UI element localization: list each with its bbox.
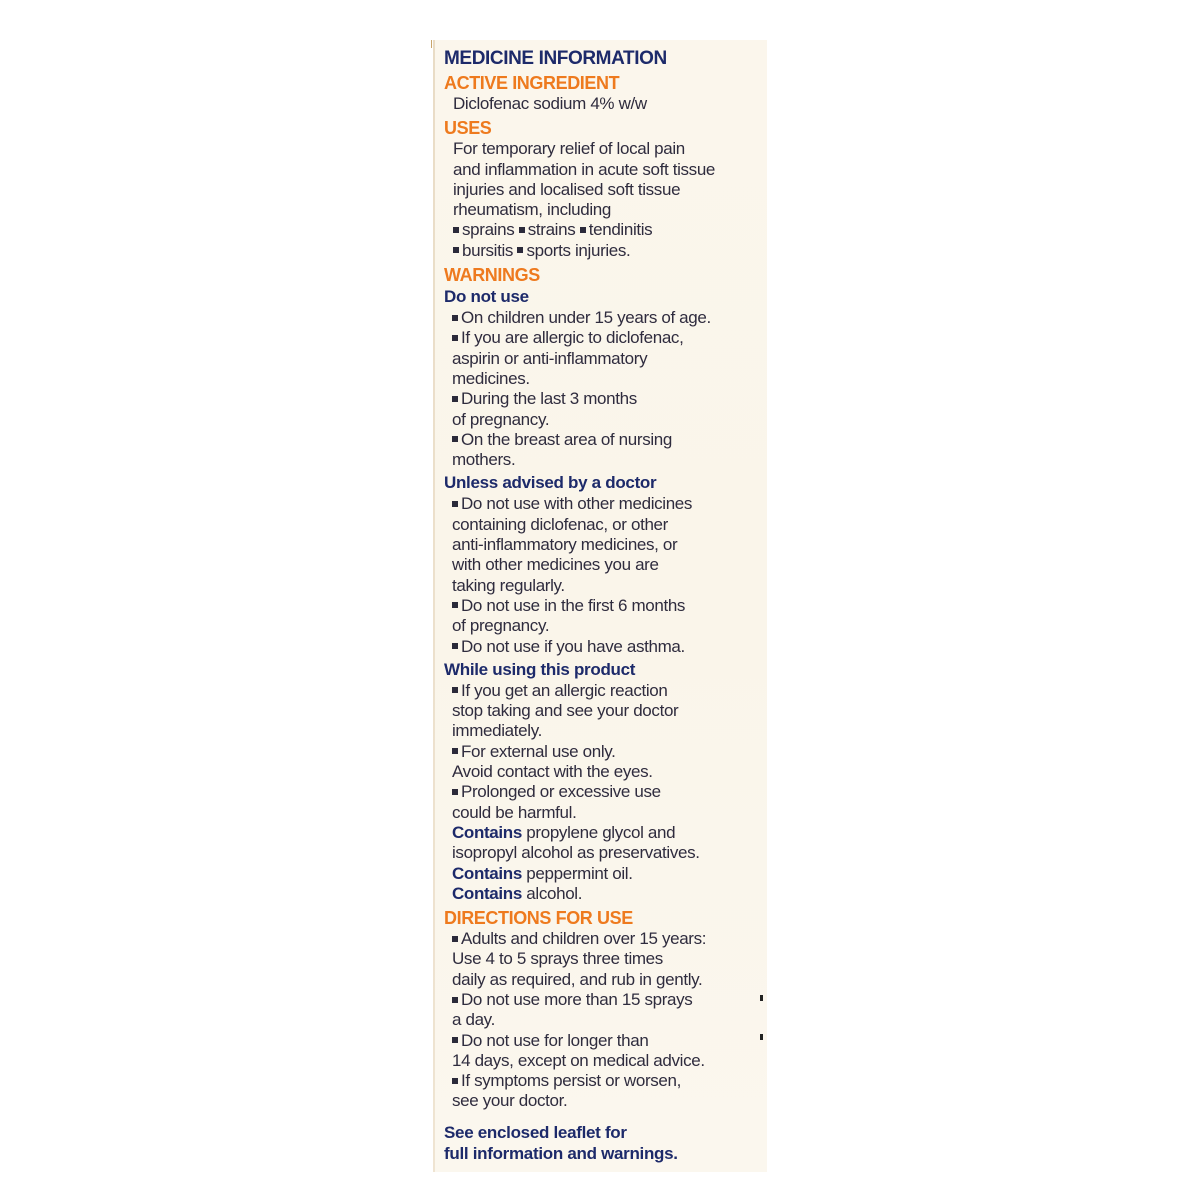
panel-edge-mark xyxy=(431,40,432,48)
contains-line: Contains propylene glycol and xyxy=(452,822,676,842)
uses-bullet-row xyxy=(453,220,767,240)
uses-bullet-row xyxy=(453,241,767,261)
list-item: Do not use more than 15 sprays xyxy=(452,990,767,1010)
list-item: Do not use if you have asthma. xyxy=(452,637,767,657)
list-item-continued: a day. xyxy=(452,1010,495,1030)
bullet-icon xyxy=(453,247,459,253)
contains-label: Contains xyxy=(452,883,522,903)
list-item: Do not use for longer than xyxy=(452,1031,767,1051)
list-item: On the breast area of nursing xyxy=(452,430,767,450)
bullet-icon xyxy=(452,789,458,795)
bullet-icon xyxy=(452,602,458,608)
list-item-continued: of pregnancy. xyxy=(452,616,550,636)
bullet-icon xyxy=(580,227,586,233)
list-item: If you are allergic to diclofenac, xyxy=(452,328,767,348)
list-item: On children under 15 years of age. xyxy=(452,308,767,328)
bullet-icon xyxy=(453,227,459,233)
active-ingredient-text: Diclofenac sodium 4% w/w xyxy=(453,94,647,113)
list-item: During the last 3 months xyxy=(452,389,767,409)
bullet-icon xyxy=(452,315,458,321)
directions-list xyxy=(452,929,767,1112)
list-item: If you get an allergic reaction xyxy=(452,681,767,701)
list-item-continued: daily as required, and rub in gently. xyxy=(452,969,703,989)
list-item-continued: see your doctor. xyxy=(452,1091,568,1111)
uses-bullet-item: bursitis xyxy=(462,240,514,260)
uses-bullet-item: tendinitis xyxy=(588,220,653,240)
list-item: Do not use in the first 6 months xyxy=(452,596,767,616)
list-item-continued: containing diclofenac, or other xyxy=(452,514,668,534)
uses-line: and inflammation in acute soft tissue xyxy=(453,159,716,179)
list-item-continued: could be harmful. xyxy=(452,802,577,822)
while-using-list xyxy=(452,681,767,904)
bullet-icon xyxy=(452,687,458,693)
edge-tick-mark xyxy=(760,995,763,1001)
contains-line: Contains peppermint oil. xyxy=(452,863,633,883)
uses-bullet-item: sprains xyxy=(462,220,515,240)
bullet-icon xyxy=(452,501,458,507)
bullet-icon xyxy=(452,936,458,942)
list-item-continued: Avoid contact with the eyes. xyxy=(452,762,653,782)
uses-line: rheumatism, including xyxy=(453,200,612,220)
bullet-icon xyxy=(517,247,523,253)
list-item: Prolonged or excessive use xyxy=(452,782,767,802)
do-not-use-heading: Do not use xyxy=(444,287,529,307)
list-item-continued: aspirin or anti-inflammatory xyxy=(452,348,648,368)
unless-advised-heading: Unless advised by a doctor xyxy=(444,473,657,493)
uses-bullet-item: sports injuries. xyxy=(526,240,631,260)
contains-line: Contains alcohol. xyxy=(452,883,583,903)
contains-label: Contains xyxy=(452,822,522,842)
footer-note xyxy=(444,1122,767,1164)
list-item-continued: stop taking and see your doctor xyxy=(452,701,679,721)
list-item: Do not use with other medicines xyxy=(452,494,767,514)
bullet-icon xyxy=(452,436,458,442)
bullet-icon xyxy=(452,997,458,1003)
list-item-continued: Use 4 to 5 sprays three times xyxy=(452,949,663,969)
uses-bullet-item: strains xyxy=(527,220,576,240)
list-item: For external use only. xyxy=(452,742,767,762)
unless-advised-list xyxy=(452,494,767,656)
uses-line: injuries and localised soft tissue xyxy=(453,179,681,199)
directions-heading: DIRECTIONS FOR USE xyxy=(444,908,633,929)
bullet-icon xyxy=(519,227,525,233)
list-item-continued: immediately. xyxy=(452,721,542,741)
do-not-use-list xyxy=(452,308,767,470)
warnings-heading: WARNINGS xyxy=(444,265,540,286)
contains-label: Contains xyxy=(452,863,522,883)
medicine-info-panel xyxy=(433,40,767,1172)
list-item-continued: 14 days, except on medical advice. xyxy=(452,1050,705,1070)
list-item-continued: medicines. xyxy=(452,368,530,388)
list-item: Adults and children over 15 years: xyxy=(452,929,767,949)
bullet-icon xyxy=(452,643,458,649)
list-item-continued: of pregnancy. xyxy=(452,409,550,429)
while-using-heading: While using this product xyxy=(444,659,636,679)
list-item: If symptoms persist or worsen, xyxy=(452,1071,767,1091)
bullet-icon xyxy=(452,748,458,754)
list-item-continued: taking regularly. xyxy=(452,575,565,595)
footer-line: full information and warnings. xyxy=(444,1143,678,1163)
list-item-continued: anti-inflammatory medicines, or xyxy=(452,535,678,555)
edge-tick-mark xyxy=(760,1034,763,1040)
bullet-icon xyxy=(452,396,458,402)
contains-line-continued: isopropyl alcohol as preservatives. xyxy=(452,843,700,863)
active-ingredient-heading: ACTIVE INGREDIENT xyxy=(444,73,620,93)
bullet-icon xyxy=(452,1037,458,1043)
uses-line: For temporary relief of local pain xyxy=(453,139,685,159)
list-item-continued: with other medicines you are xyxy=(452,555,659,575)
bullet-icon xyxy=(452,335,458,341)
uses-text xyxy=(453,139,767,261)
uses-heading: USES xyxy=(444,118,492,139)
footer-line: See enclosed leaflet for xyxy=(444,1122,627,1142)
bullet-icon xyxy=(452,1078,458,1084)
list-item-continued: mothers. xyxy=(452,450,516,470)
page-title: MEDICINE INFORMATION xyxy=(444,48,667,69)
